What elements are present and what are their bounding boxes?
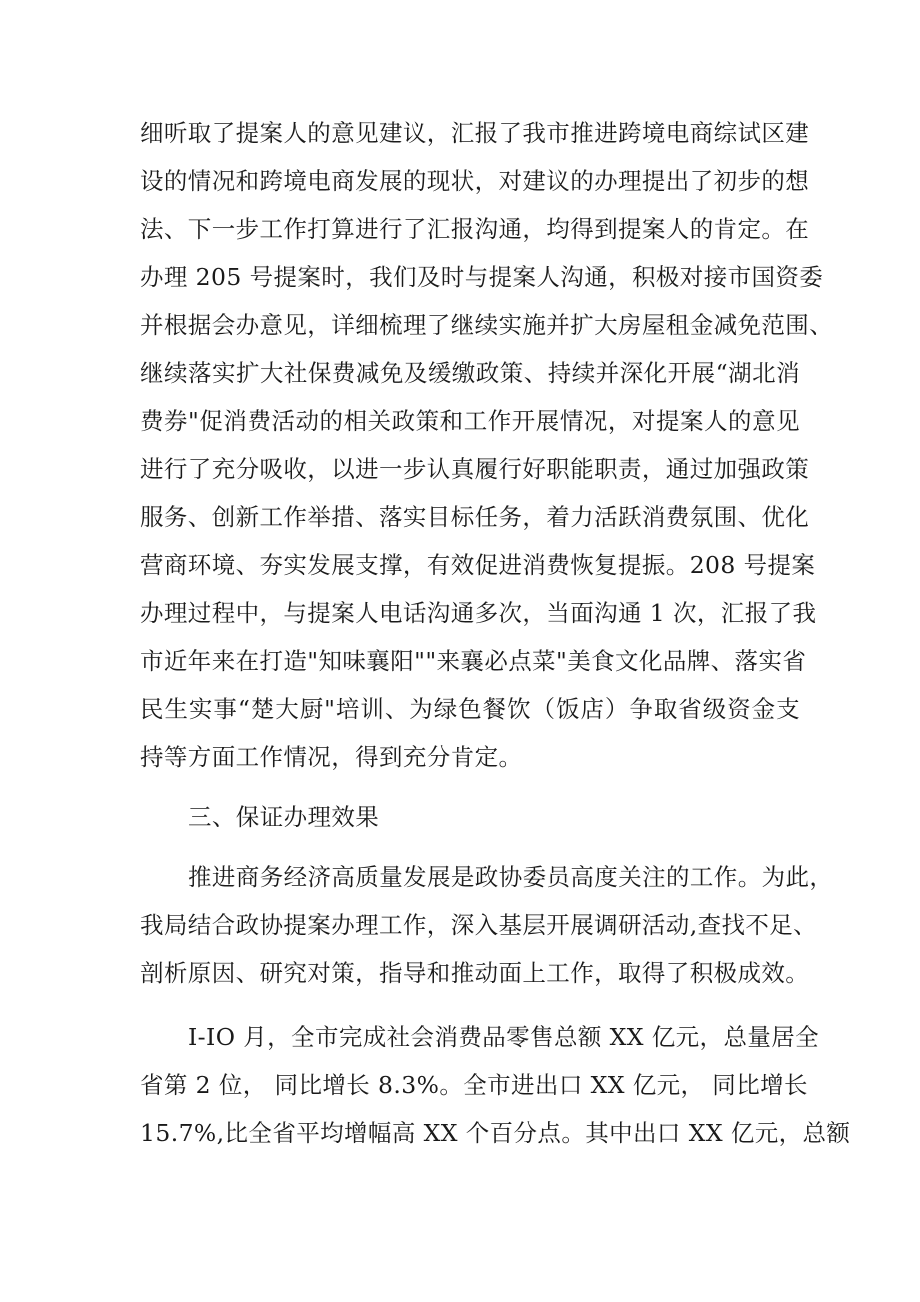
paragraph-1-line-12: 市近年来在打造"知味襄阳""来襄必点菜"美食文化品牌、落实省 — [140, 647, 807, 675]
paragraph-2-line-1: 推进商务经济高质量发展是政协委员高度关注的工作。为此， — [188, 863, 834, 891]
paragraph-1-line-8: 进行了充分吸收，以进一步认真履行好职能职责，通过加强政策 — [140, 455, 810, 483]
paragraph-3-line-1: I-IO 月，全市完成社会消费品零售总额 XX 亿元，总量居全 — [188, 1023, 820, 1051]
paragraph-1-line-7: 费券"促消费活动的相关政策和工作开展情况，对提案人的意见 — [140, 407, 800, 435]
section-heading: 三、保证办理效果 — [188, 803, 380, 831]
paragraph-2-line-3: 剖析原因、研究对策，指导和推动面上工作，取得了积极成效。 — [140, 959, 810, 987]
paragraph-1-line-6: 继续落实扩大社保费减免及缓缴政策、持续并深化开展“湖北消 — [140, 359, 800, 387]
paragraph-1-line-10: 营商环境、夯实发展支撑，有效促进消费恢复提振。208 号提案 — [140, 551, 816, 579]
paragraph-1-line-3: 法、下一步工作打算进行了汇报沟通，均得到提案人的肯定。在 — [140, 215, 810, 243]
paragraph-1-line-13: 民生实事“楚大厨"培训、为绿色餐饮（饭店）争取省级资金支 — [140, 695, 800, 723]
paragraph-1-line-5: 并根据会办意见，详细梳理了继续实施并扩大房屋租金减免范围、 — [140, 311, 834, 339]
paragraph-3-line-3: 15.7%,比全省平均增幅高 XX 个百分点。其中出口 XX 亿元，总额 — [140, 1119, 851, 1147]
paragraph-1-line-9: 服务、创新工作举措、落实目标任务，着力活跃消费氛围、优化 — [140, 503, 810, 531]
paragraph-1-line-2: 设的情况和跨境电商发展的现状，对建议的办理提出了初步的想 — [140, 167, 810, 195]
paragraph-1-line-11: 办理过程中，与提案人电话沟通多次，当面沟通 1 次，汇报了我 — [140, 599, 817, 627]
paragraph-1-line-14: 持等方面工作情况，得到充分肯定。 — [140, 743, 523, 771]
paragraph-3-line-2: 省第 2 位， 同比增长 8.3%。全市进出口 XX 亿元， 同比增长 — [140, 1071, 808, 1099]
paragraph-2-line-2: 我局结合政协提案办理工作，深入基层开展调研活动,查找不足、 — [140, 911, 818, 939]
paragraph-1-line-4: 办理 205 号提案时，我们及时与提案人沟通，积极对接市国资委 — [140, 263, 824, 291]
paragraph-1-line-1: 细听取了提案人的意见建议，汇报了我市推进跨境电商综试区建 — [140, 119, 810, 147]
